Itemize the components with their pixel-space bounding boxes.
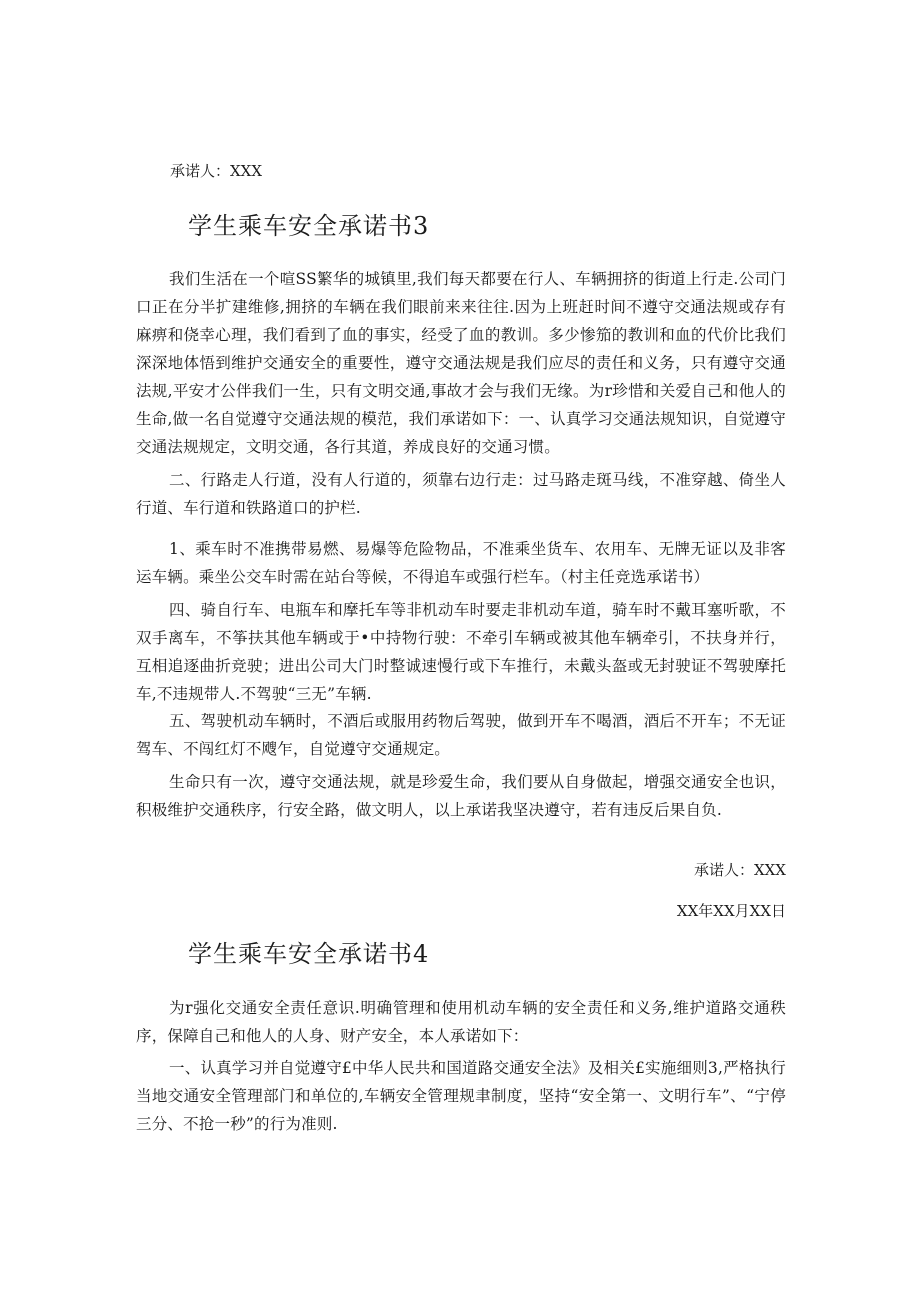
- section3-paragraph-5: 五、驾驶机动车辆时，不酒后或服用药物后驾驶，做到开车不喝酒，酒后不开车；不无证驾车、不闯红灯不飕乍，自觉遵守交通规定。: [136, 712, 786, 758]
- section4-paragraph-2: 一、认真学习并自觉遵守£中华人民共和国道路交通安全法》及相关£实施细则3,严格执行当地交通安全管理部门和单位的,车辆安全管理规聿制度，坚持“安全第一、文明行车”、“宁停三分、不抢一秒”的行为准则.: [136, 1059, 786, 1133]
- section3-signature: 承诺人：XXX: [693, 861, 786, 879]
- section4-paragraph-1: 为r强化交通安全责任意识.明确管理和使用机动车辆的安全责任和义务,维护道路交通秩序，保障自己和他人的人身、财产安全，本人承诺如下：: [136, 999, 786, 1045]
- top-signature: 承诺人：XXX: [170, 162, 263, 180]
- section3-paragraph-1: 我们生活在一个喧SS繁华的城镇里,我们每天都要在行人、车辆拥挤的街道上行走.公司门口正在分半扩建维修,拥挤的车辆在我们眼前来来往往.因为上班赶时间不遵守交通法规或存有麻痹和侥幸心理，我们看到了血的事实，经受了血的教训。多少惨笳的教训和血的代价比我们深深地体悟到维护交通安全的重要性，遵守交通法规是我们应尽的责任和义务，只有遵守交通法规,平安才公伴我们一生，只有文明交通,事故才会与我们无缘。为r珍惜和关爱自己和他人的生命,做一名自觉遵守交通法规的模范，我们承诺如下：一、认真学习交通法规知识，自觉遵守交通法规规定，文明交通，各行其道，养成良好的交通习惯。: [136, 270, 786, 456]
- section3-date: XX年XX月XX日: [676, 902, 786, 920]
- section3-paragraph-2: 二、行路走人行道，没有人行道的，须靠右边行走：过马路走斑马线，不准穿越、倚坐人行道、车行道和铁路道口的护栏.: [136, 471, 786, 517]
- section4-title: 学生乘车安全承诺书4: [188, 940, 430, 968]
- section3-paragraph-6: 生命只有一次，遵守交通法规，就是珍爱生命，我们要从自身做起，增强交通安全也识，积极维护交通秩序，行安全路，做文明人，以上承诺我坚决遵守，若有违反后果自负.: [136, 773, 786, 819]
- section3-paragraph-4: 四、骑自行车、电瓶车和摩托车等非机动车时要走非机动车道，骑车时不戴耳塞听歌，不双手离车，不筝扶其他车辆或于•中持物行驶：不牵引车辆或被其他车辆牵引，不扶身并行，互相追逐曲折竞驶；进出公司大门时整诚速慢行或下车推行，未戴头盔或无封驶证不驾驶摩托车,不违规带人.不驾驶“三无”车辆.: [136, 601, 786, 703]
- section3-title: 学生乘车安全承诺书3: [188, 212, 430, 240]
- section3-paragraph-3: 1、乘车时不准携带易燃、易爆等危险物品，不准乘坐货车、农用车、无牌无证以及非客运车辆。乘坐公交车时需在站台等候，不得追车或强行栏车。（村主任竞选承诺书）: [136, 540, 786, 586]
